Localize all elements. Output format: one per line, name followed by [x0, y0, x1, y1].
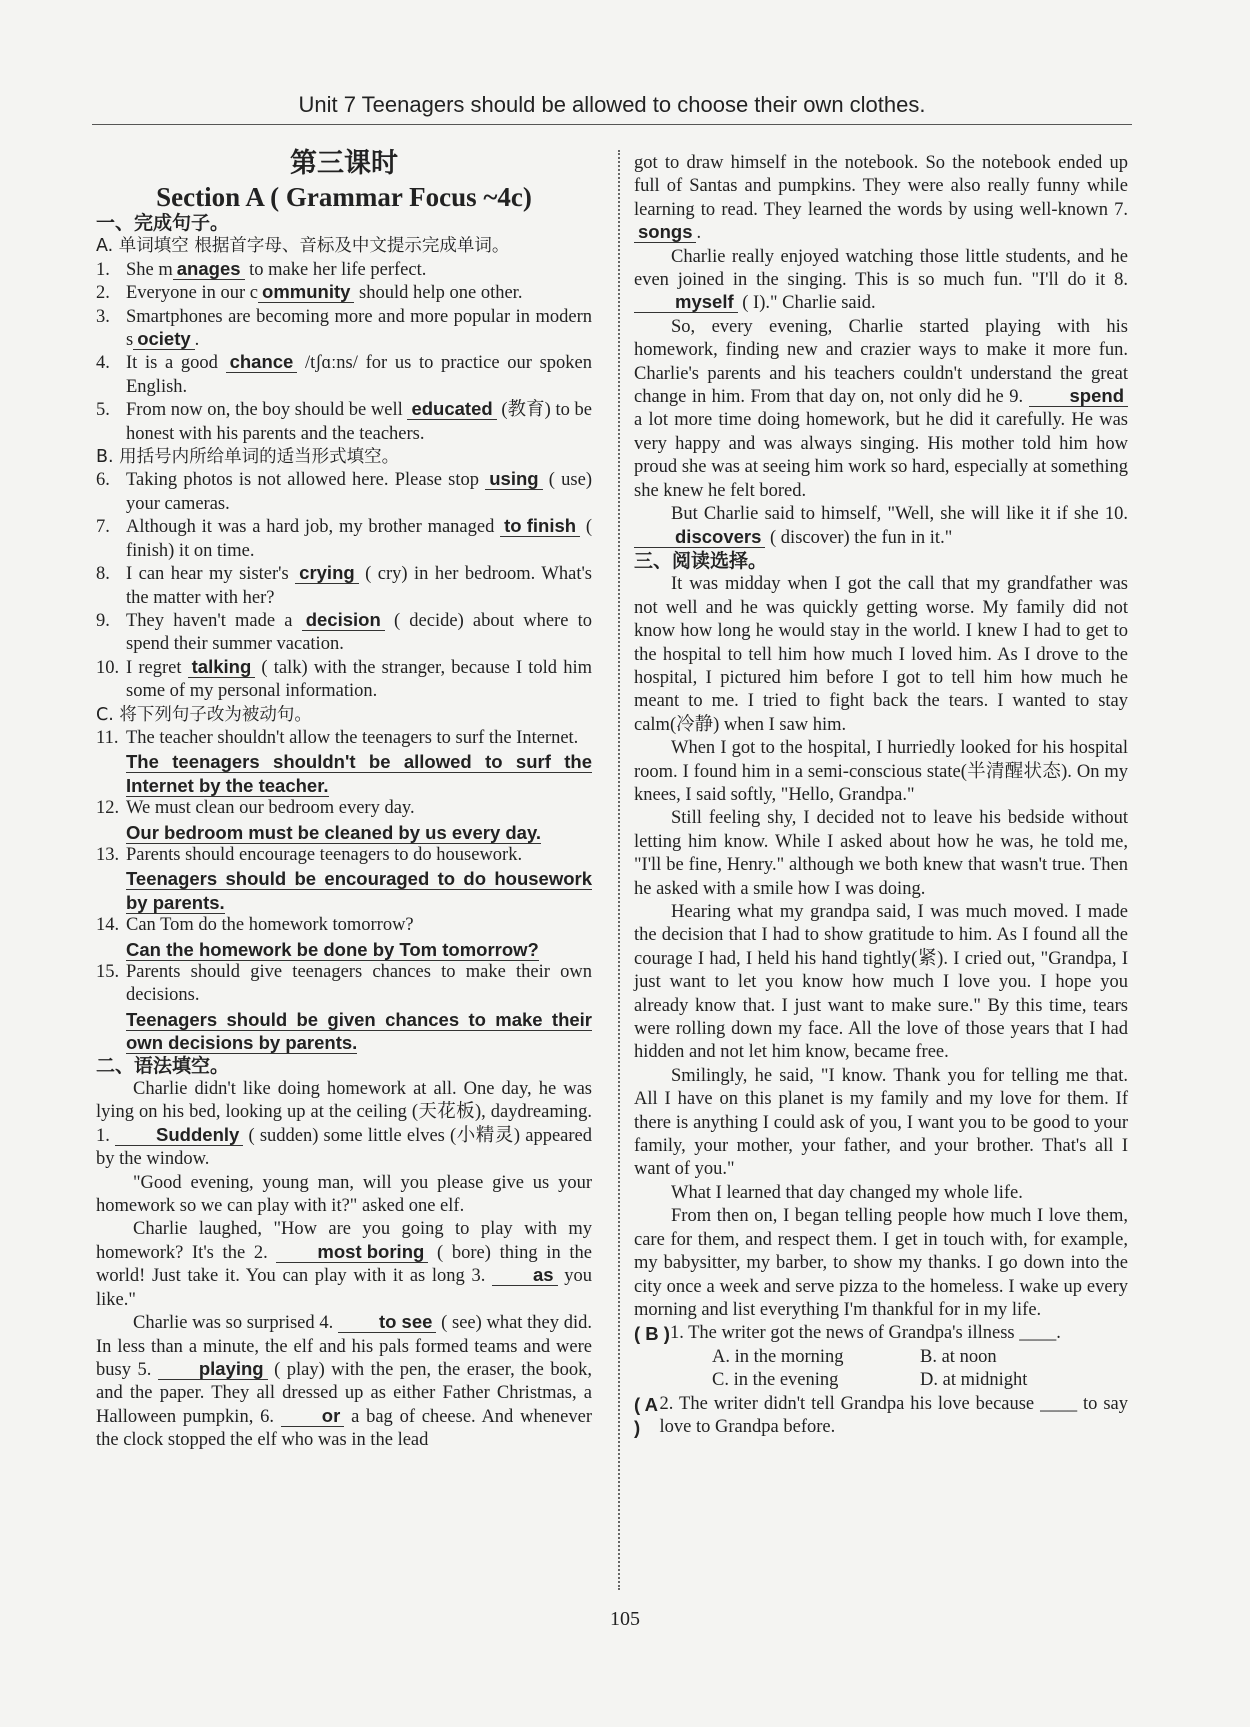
cloze-answer-5: playing — [158, 1359, 268, 1380]
part1-sub-a: A. 单词填空 根据首字母、音标及中文提示完成单词。 — [96, 236, 510, 257]
list-item — [96, 352, 592, 399]
item-text: They haven't made a decision ( decide) about where to spend their summer vacation. — [126, 608, 592, 655]
cloze-answer-4: to see — [338, 1312, 436, 1333]
item-number: 14. — [96, 915, 120, 936]
list-item — [96, 516, 592, 563]
item-text: Taking photos is not allowed here. Please stop using ( use) your cameras. — [126, 468, 592, 514]
item-answer — [96, 750, 592, 797]
option-b: B. at noon — [920, 1346, 997, 1367]
option-d: D. at midnight — [920, 1370, 1028, 1391]
item-number: 11. — [96, 727, 119, 748]
item-question: We must clean our bedroom every day. — [126, 798, 415, 819]
question-2-answer: ( A ) — [634, 1393, 658, 1438]
question-1 — [634, 1322, 1128, 1345]
list-item — [96, 306, 592, 353]
cloze-paragraph-1: Charlie didn't like doing homework at all. One day, he was lying on his bed, looking up at the ceiling (天花板), daydreaming. 1. Suddenly ( sudden) some little elves (小精灵) appeared by the window. — [96, 1079, 592, 1170]
reading-paragraph: It was midday when I got the call that my grandfather was not well and he was quickly getting worse. My family did not know how long he would stay in the world. I knew I had to get to the hospital to tell him how much I loved him. As I drove to the hospital, I pictured him before I got to tell him how much he meant to me. I tried to fight back the tears. I wanted to stay calm(冷静) when I saw him. — [634, 574, 1128, 735]
answer-sentence: Can the homework be done by Tom tomorrow? — [126, 938, 539, 960]
list-item — [96, 610, 592, 657]
reading-paragraph: Hearing what my grandpa said, I was much moved. I made the decision that I had to show gratitude to him. As I found all the courage I had, I held his hand tightly(紧). I cried out, "Grandpa, I just want to let you know how much I love you. I hope you already know that. I just want to make sure." By this time, tears were rolling down my face. All the love of those years that I had hidden and not let him know, became free. — [634, 902, 1128, 1063]
item-text: Everyone in our c ommunity should help one other. — [126, 281, 523, 304]
item-text: I regret talking ( talk) with the stranger, because I told him some of my personal information. — [126, 655, 592, 702]
question-1-options-row — [634, 1369, 1128, 1392]
cloze-paragraph-2: "Good evening, young man, will you please give us your homework so we can play with it?" asked one elf. — [96, 1172, 592, 1217]
item-question: Can Tom do the homework tomorrow? — [126, 915, 414, 936]
item-answer — [96, 867, 592, 914]
list-item — [96, 844, 592, 914]
running-header: Unit 7 Teenagers should be allowed to choose their own clothes. — [298, 92, 926, 117]
reading-paragraph: When I got to the hospital, I hurriedly looked for his hospital room. I found him in a semi-conscious state(半清醒状态). On my knees, I said softly, "Hello, Grandpa." — [634, 738, 1128, 805]
cloze-answer-2: most boring — [276, 1242, 428, 1263]
list-item — [96, 399, 592, 446]
item-number: 1. — [96, 259, 110, 280]
answer-blank: chance — [226, 352, 298, 373]
answer-blank: educated — [407, 399, 496, 420]
list-item — [96, 563, 592, 610]
answer-blank: using — [485, 469, 542, 490]
question-1-answer: ( B ) — [634, 1323, 670, 1345]
reading-paragraph: Still feeling shy, I decided not to leave his bedside without letting him know. While I asked about how he was, he told me, "I'll be fine, Henry." although we both knew that wasn't true. Then he asked with a smile how I was doing. — [634, 808, 1128, 899]
item-number: 9. — [96, 610, 110, 631]
part1-a-list — [96, 259, 592, 446]
item-text: Although it was a hard job, my brother managed to finish ( finish) it on time. — [126, 515, 592, 561]
question-1-options-row — [634, 1346, 1128, 1369]
list-item — [96, 657, 592, 704]
part1-sub-b: B. 用括号内所给单词的适当形式填空。 — [96, 447, 400, 468]
left-column — [96, 148, 593, 1453]
item-question: Parents should give teenagers chances to make their own decisions. — [126, 962, 592, 1006]
list-item — [96, 282, 592, 305]
list-item — [96, 914, 592, 961]
answer-blank: ociety — [133, 329, 194, 350]
item-number: 13. — [96, 844, 120, 865]
cloze-paragraph-6: Charlie really enjoyed watching those little students, and he even joined in the singing. This is so much fun. "I'll do it 8. myself ( I)." Charlie said. — [634, 246, 1128, 314]
item-text: She m anages to make her life perfect. — [126, 257, 427, 280]
answer-blank: crying — [295, 563, 359, 584]
question-2-text: 2. The writer didn't tell Grandpa his love because ____ to say love to Grandpa before. — [659, 1393, 1128, 1437]
part1-b-list — [96, 469, 592, 703]
cloze-paragraph-4: Charlie was so surprised 4. to see ( see) what they did. In less than a minute, the elf and his pals formed teams and were busy 5. playing ( play) with the pen, the eraser, the book, and the paper. They all dressed up as either Father Christmas, a Halloween pumpkin, 6. or a bag of cheese. And whenever the clock stopped the elf who was in the lead — [96, 1311, 593, 1451]
answer-blank: anages — [173, 259, 245, 280]
list-item — [96, 727, 592, 797]
cloze-answer-3: as — [492, 1265, 558, 1286]
option-c: C. in the evening — [712, 1370, 839, 1391]
cloze-answer-6: or — [281, 1406, 345, 1427]
header-rule — [92, 124, 1132, 125]
cloze-paragraph-7: So, every evening, Charlie started playing with his homework, finding new and crazier ways to make it more fun. Charlie's parents and his teachers couldn't understand the great change in him. From that day on, not only did he 9. spend a lot more time doing homework, but he did it carefully. He was very happy and was always singing. His mother told him how proud she was at seeing him work so hard, especially at something she knew he felt bored. — [634, 316, 1128, 501]
cloze-answer-7: songs — [634, 222, 696, 243]
item-text: Smartphones are becoming more and more popular in modern s ociety . — [126, 306, 592, 351]
cloze-answer-10: discovers — [634, 527, 765, 548]
item-text: It is a good chance /tʃɑːns/ for us to practice our spoken English. — [126, 351, 592, 397]
item-question: Parents should encourage teenagers to do housework. — [126, 844, 523, 865]
item-question: The teacher shouldn't allow the teenagers to surf the Internet. — [126, 727, 579, 748]
item-number: 5. — [96, 400, 110, 421]
part1-c-list — [96, 727, 592, 1055]
reading-paragraph: What I learned that day changed my whole life. — [671, 1182, 1023, 1203]
page-number: 105 — [610, 1608, 640, 1630]
part2-heading: 二、语法填空。 — [96, 1054, 230, 1077]
question-2 — [634, 1393, 1128, 1440]
item-number: 10. — [96, 657, 120, 678]
option-a: A. in the morning — [712, 1346, 844, 1367]
list-item — [96, 797, 592, 844]
cloze-paragraph-3: Charlie laughed, "How are you going to play with my homework? It's the 2. most boring ( bore) thing in the world! Just take it. You can play with it as long 3. as you like." — [96, 1219, 592, 1310]
item-text: I can hear my sister's crying ( cry) in her bedroom. What's the matter with her? — [126, 562, 593, 608]
reading-paragraph: Smilingly, he said, "I know. Thank you for telling me that. All I have on this planet is my family and my love for them. If there is anything I could ask of you, I want you to be good to your family, your mother, your father, and your brother. That's all I want of you." — [634, 1065, 1128, 1180]
item-answer — [96, 938, 592, 961]
reading-paragraph: From then on, I began telling people how much I love them, care for them, and respect them. I get in touch with, for example, my babysitter, my barber, to show my thanks. I go down into the city once a week and serve pizza to the homeless. I wake up every morning and list everything I'm thankful for in my life. — [634, 1206, 1128, 1320]
item-number: 3. — [96, 306, 110, 327]
answer-sentence: Teenagers should be given chances to make their own decisions by parents. — [126, 1008, 592, 1054]
part3-heading: 三、阅读选择。 — [634, 549, 768, 572]
list-item — [96, 259, 592, 282]
question-1-text: 1. The writer got the news of Grandpa's illness ____. — [669, 1323, 1061, 1344]
item-number: 6. — [96, 470, 110, 491]
item-number: 15. — [96, 962, 120, 982]
part1-heading: 一、完成句子。 — [96, 212, 230, 234]
answer-blank: talking — [188, 657, 256, 678]
answer-blank: ommunity — [258, 282, 354, 303]
part1-sub-c: C. 将下列句子改为被动句。 — [96, 704, 312, 725]
item-number: 7. — [96, 517, 110, 538]
answer-blank: decision — [302, 610, 385, 631]
item-number: 8. — [96, 564, 110, 585]
right-column — [634, 152, 1128, 1439]
answer-blank: to finish — [500, 516, 580, 537]
section-title: Section A ( Grammar Focus ~4c) — [156, 182, 532, 212]
list-item — [96, 469, 592, 516]
item-answer — [96, 821, 592, 844]
cloze-answer-9: spend — [1029, 386, 1128, 407]
list-item — [96, 961, 592, 1055]
cloze-answer-8: myself — [634, 292, 738, 313]
item-number: 2. — [96, 283, 110, 304]
answer-sentence: Teenagers should be encouraged to do housework by parents. — [126, 868, 592, 913]
item-text: From now on, the boy should be well educated (教育) to be honest with his parents and the teachers. — [126, 398, 592, 444]
lesson-title: 第三课时 — [290, 148, 398, 178]
item-number: 4. — [96, 353, 110, 374]
cloze-answer-1: Suddenly — [115, 1125, 243, 1146]
answer-sentence: The teenagers shouldn't be allowed to surf the Internet by the teacher. — [126, 751, 592, 796]
answer-sentence: Our bedroom must be cleaned by us every day. — [126, 821, 542, 843]
column-divider — [618, 150, 620, 1590]
item-answer — [96, 1008, 592, 1055]
cloze-paragraph-5: got to draw himself in the notebook. So the notebook ended up full of Santas and pumpkins. They were also really funny while learning to read. They learned the words by using well-known 7. songs . — [634, 153, 1128, 244]
item-number: 12. — [96, 798, 120, 819]
cloze-paragraph-8: But Charlie said to himself, "Well, she will like it if she 10. discovers ( discover) the fun in it." — [634, 503, 1128, 550]
